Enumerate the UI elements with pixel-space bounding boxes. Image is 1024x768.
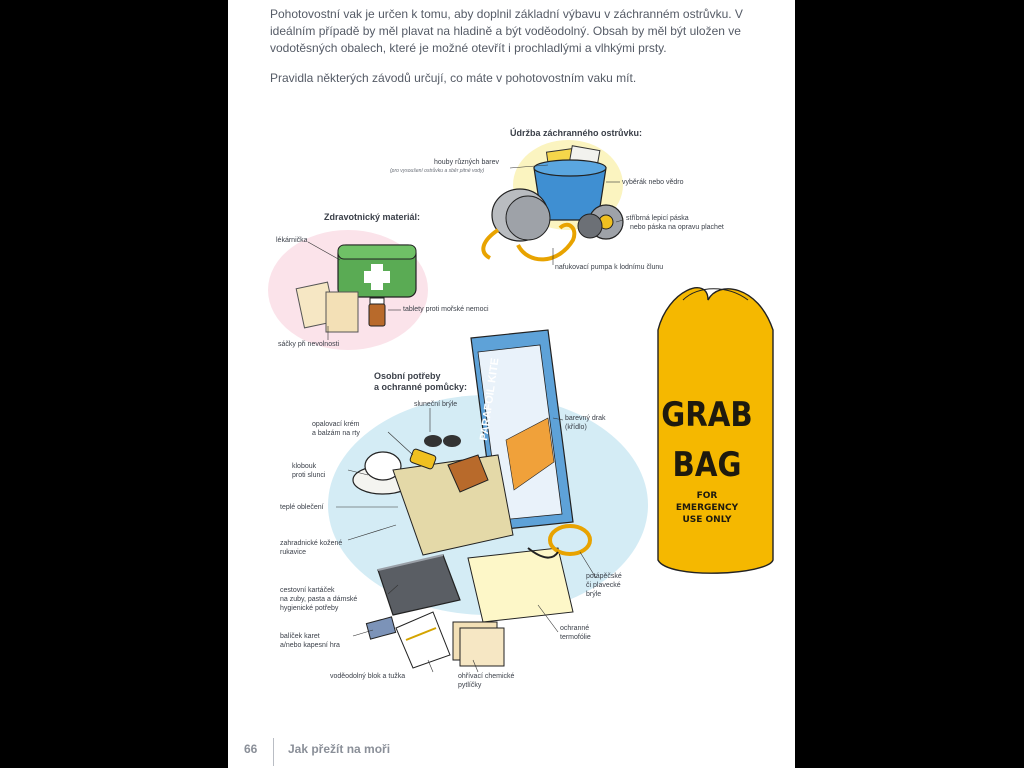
label-thermal-foil-line1: ochranné bbox=[560, 625, 590, 632]
label-goggles-line3: brýle bbox=[586, 591, 602, 598]
label-hat-line2: proti slunci bbox=[292, 472, 326, 479]
grab-bag-text-grab: GRAB bbox=[661, 395, 753, 435]
label-cards-line1: balíček karet bbox=[280, 633, 320, 640]
label-thermal-foil-line2: termofólie bbox=[560, 634, 591, 641]
label-toiletries-line2: na zuby, pasta a dámské bbox=[280, 596, 358, 603]
maintenance-heading: Údržba záchranného ostrůvku: bbox=[510, 128, 643, 138]
label-toiletries-line3: hygienické potřeby bbox=[280, 605, 339, 612]
thermal-foil-icon bbox=[468, 548, 573, 622]
personal-heading-line2: a ochranné pomůcky: bbox=[374, 382, 468, 392]
personal-heading-line1: Osobní potřeby bbox=[374, 371, 441, 381]
label-sponges-note: (pro vysoušení ostrůvku a sběr pitné vody) bbox=[390, 168, 485, 174]
first-aid-kit-icon bbox=[338, 245, 416, 297]
illustration bbox=[228, 0, 795, 768]
grab-bag-text-emergency-word: EMERGENCY bbox=[675, 503, 739, 513]
label-goggles-line2: či plavecké bbox=[586, 582, 621, 589]
grab-bag-text-emergency bbox=[648, 490, 766, 526]
label-warm-clothing: teplé oblečení bbox=[280, 504, 324, 511]
page-number: 66 bbox=[244, 742, 258, 756]
label-cards-line2: a/nebo kapesní hra bbox=[280, 642, 340, 649]
label-gloves-line1: zahradnické kožené bbox=[280, 540, 343, 547]
kite-brand-text: PARAFOIL KITE bbox=[478, 357, 502, 442]
label-suncream-line2: a balzám na rty bbox=[312, 430, 360, 437]
label-bailer: vyběrák nebo vědro bbox=[622, 179, 684, 186]
label-hat-line1: klobouk bbox=[292, 463, 317, 470]
pill-bottle-icon bbox=[369, 298, 385, 326]
label-goggles-line1: potápěčské bbox=[586, 573, 622, 580]
grab-bag-text-use-only: USE ONLY bbox=[682, 515, 732, 525]
label-sunglasses: sluneční brýle bbox=[414, 401, 458, 408]
label-kite-line1: barevný drak bbox=[565, 415, 606, 422]
label-first-aid-kit: lékárnička bbox=[276, 237, 308, 244]
book-page bbox=[228, 0, 795, 768]
chapter-title: Jak přežít na moři bbox=[288, 742, 391, 756]
rules-paragraph: Pravidla některých závodů určují, co máte v pohotovostním vaku mít. bbox=[270, 71, 637, 85]
medical-heading: Zdravotnický materiál: bbox=[324, 212, 421, 222]
cards-icon bbox=[366, 617, 395, 639]
label-sponges: houby různých barev bbox=[434, 159, 499, 166]
label-toiletries-line1: cestovní kartáček bbox=[280, 587, 335, 594]
label-gloves-line2: rukavice bbox=[280, 549, 307, 556]
label-hand-warmers-line1: ohřívací chemické bbox=[458, 673, 515, 680]
label-sick-bags: sáčky při nevolnosti bbox=[278, 341, 340, 348]
hand-warmers-icon bbox=[453, 622, 504, 666]
notepad-icon bbox=[396, 612, 450, 668]
label-suncream-line1: opalovací krém bbox=[312, 421, 360, 428]
grab-bag-text-bag: BAG bbox=[672, 445, 742, 485]
footer-divider bbox=[273, 738, 274, 766]
label-kite-line2: (křídlo) bbox=[565, 424, 587, 431]
label-pump: nafukovací pumpa k lodnímu člunu bbox=[555, 264, 664, 271]
intro-paragraph: Pohotovostní vak je určen k tomu, aby doplnil základní výbavu v záchranném ostrůvku. V ideálním případě by měl plavat na hladině a být voděodolný. Obsah by měl být uložen ve vodotěsných obalech, které je možné otevřít i prochladlými a vlhkými prsty. bbox=[270, 7, 743, 55]
label-seasickness-pills: tablety proti mořské nemoci bbox=[403, 306, 489, 313]
label-tape-line1: stříbrná lepicí páska bbox=[626, 215, 689, 222]
label-tape-line2: nebo páska na opravu plachet bbox=[630, 224, 724, 231]
grab-bag-text-for: FOR bbox=[696, 491, 718, 501]
label-notepad: voděodolný blok a tužka bbox=[330, 673, 406, 680]
label-hand-warmers-line2: pytlíčky bbox=[458, 682, 482, 689]
